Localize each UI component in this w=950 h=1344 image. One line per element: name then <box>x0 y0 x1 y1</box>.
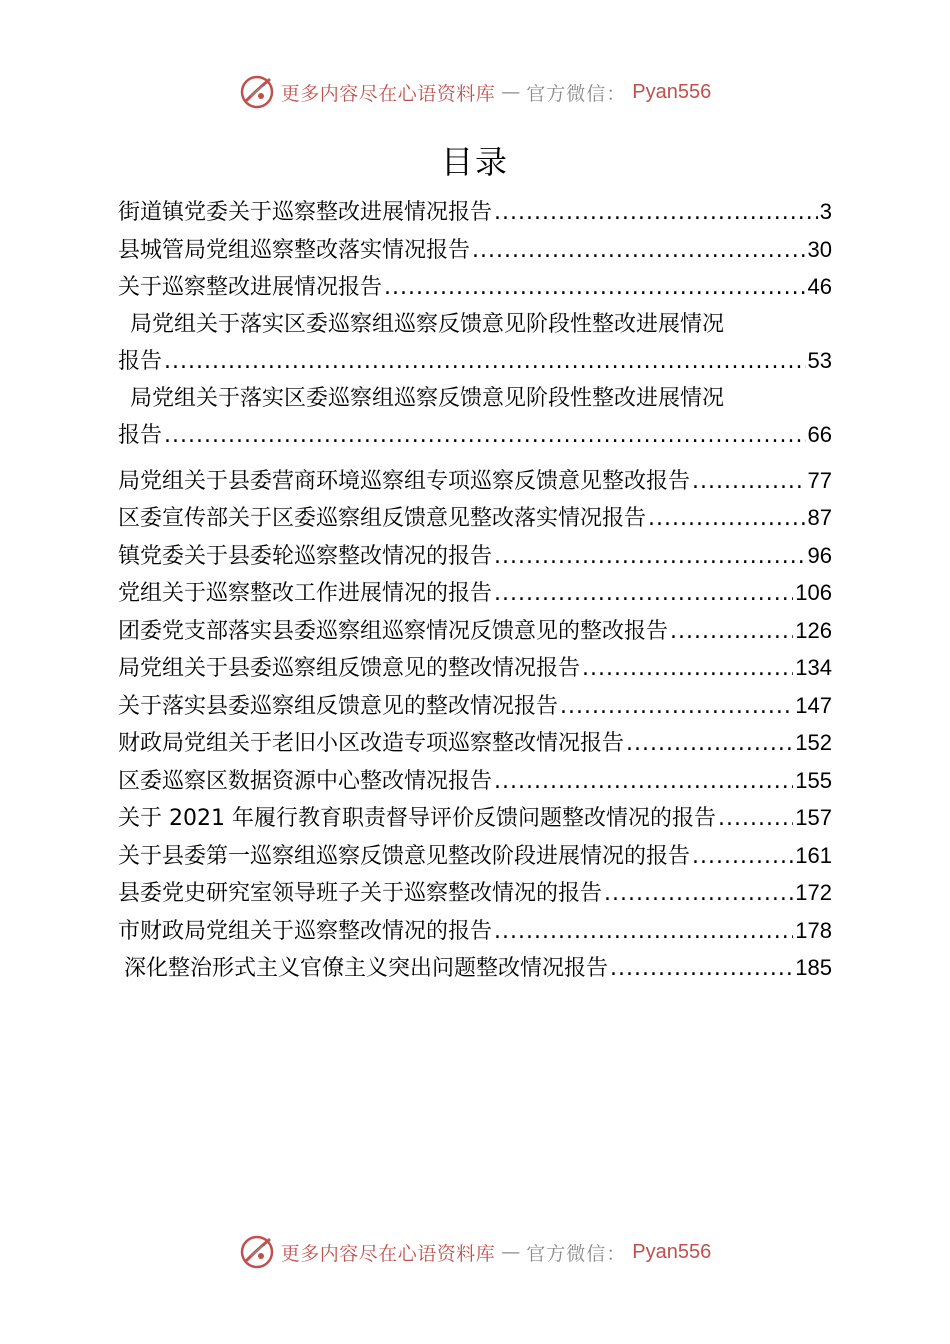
toc-entry[interactable] <box>118 950 832 988</box>
wechat-label: 官方微信： <box>526 82 627 105</box>
toc-page-number: 30 <box>807 236 832 262</box>
banner-separator: — <box>501 81 521 103</box>
toc-entry-title: 区委巡察区数据资源中心整改情况报告 <box>118 768 493 794</box>
toc-dot-leader <box>718 801 793 838</box>
toc-page-number: 53 <box>807 348 832 373</box>
toc-entry-title: 深化整治形式主义官僚主义突出问题整改情况报告 <box>124 956 609 981</box>
toc-entry-title: 区委宣传部关于区委巡察组反馈意见整改落实情况报告 <box>118 506 647 531</box>
toc-entry[interactable] <box>118 688 832 726</box>
toc-dot-leader <box>560 689 793 726</box>
toc-page-number: 77 <box>807 467 832 493</box>
toc-entry[interactable] <box>118 725 832 763</box>
toc-dot-leader <box>610 951 793 988</box>
toc-dot-leader <box>472 233 806 270</box>
toc-entry[interactable] <box>118 800 832 838</box>
toc-dot-leader <box>494 539 806 576</box>
toc-page-number: 157 <box>795 805 832 830</box>
wechat-id: Pyan556 <box>632 1240 712 1263</box>
toc-page-number: 178 <box>795 917 832 943</box>
page-title: 目录 <box>440 143 509 181</box>
toc-dot-leader <box>626 726 793 763</box>
toc-entry[interactable] <box>118 307 832 381</box>
toc-dot-leader <box>494 576 793 613</box>
toc-page-number: 155 <box>795 767 832 793</box>
wechat-label: 官方微信： <box>526 1242 627 1265</box>
brand-name: 更多内容尽在心语资料库 <box>280 1242 496 1265</box>
brand-logo-icon <box>239 74 275 110</box>
toc-entry-title: 关于落实县委巡察组反馈意见的整改情况报告 <box>118 693 559 719</box>
toc-entry[interactable] <box>118 613 832 651</box>
header-banner <box>0 70 950 114</box>
toc-entry[interactable] <box>118 875 832 913</box>
toc-page-number: 46 <box>807 274 832 299</box>
toc-dot-leader <box>494 195 818 232</box>
brand-name: 更多内容尽在心语资料库 <box>280 82 496 105</box>
toc-entry[interactable] <box>118 194 832 232</box>
toc-entry-title: 关于 2021 年履行教育职责督导评价反馈问题整改情况的报告 <box>118 806 716 831</box>
toc-dot-leader <box>692 464 806 501</box>
toc-entry[interactable] <box>118 913 832 951</box>
toc-entry-title: 党组关于巡察整改工作进展情况的报告 <box>118 581 493 606</box>
toc-dot-leader <box>164 344 806 381</box>
toc-page-number: 161 <box>795 842 832 868</box>
toc-entry[interactable] <box>118 463 832 501</box>
footer-banner <box>0 1230 950 1274</box>
toc-entry-title: 财政局党组关于老旧小区改造专项巡察整改情况报告 <box>118 731 625 756</box>
wechat-id: Pyan556 <box>632 80 712 103</box>
banner-separator: — <box>501 1241 521 1263</box>
toc-page-number: 126 <box>795 617 832 643</box>
toc-page-number: 152 <box>795 730 832 755</box>
toc-page-number: 87 <box>807 505 832 530</box>
toc-dot-leader <box>164 418 806 455</box>
toc-entry-title: 关于巡察整改进展情况报告 <box>118 275 383 300</box>
toc-entry-title: 报告 <box>118 423 163 448</box>
toc-page-number: 66 <box>807 422 832 447</box>
toc-dot-leader <box>670 614 793 651</box>
toc-entry[interactable] <box>118 838 832 876</box>
toc-entry[interactable] <box>118 575 832 613</box>
toc-dot-leader <box>494 914 793 951</box>
toc-entry[interactable] <box>118 232 832 270</box>
toc-dot-leader <box>494 764 793 801</box>
toc-entry-title-line1: 局党组关于落实区委巡察组巡察反馈意见阶段性整改进展情况 <box>130 311 725 337</box>
toc-dot-leader <box>604 876 793 913</box>
toc-entry-title: 团委党支部落实县委巡察组巡察情况反馈意见的整改报告 <box>118 618 669 644</box>
toc-entry[interactable] <box>118 500 832 538</box>
toc-page-number: 106 <box>795 580 832 605</box>
toc-page-number: 185 <box>795 955 832 980</box>
toc-entry-title: 局党组关于县委巡察组反馈意见的整改情况报告 <box>118 656 581 681</box>
toc-page-number: 3 <box>819 199 832 224</box>
toc-dot-leader <box>648 501 806 538</box>
toc-entry[interactable] <box>118 538 832 576</box>
toc-page-number: 134 <box>795 655 832 680</box>
toc-page-number: 172 <box>795 880 832 905</box>
brand-logo-icon <box>239 1234 275 1270</box>
toc-entry-title-line1: 局党组关于落实区委巡察组巡察反馈意见阶段性整改进展情况 <box>130 385 725 411</box>
toc-entry-title: 县城管局党组巡察整改落实情况报告 <box>118 237 471 263</box>
toc-dot-leader <box>384 270 806 307</box>
toc-entry-title: 局党组关于县委营商环境巡察组专项巡察反馈意见整改报告 <box>118 468 691 494</box>
toc-dot-leader <box>582 651 793 688</box>
toc-entry-title: 关于县委第一巡察组巡察反馈意见整改阶段进展情况的报告 <box>118 843 691 869</box>
table-of-contents <box>118 194 832 988</box>
toc-entry[interactable] <box>118 381 832 455</box>
toc-entry-title: 街道镇党委关于巡察整改进展情况报告 <box>118 200 493 225</box>
toc-entry-title: 报告 <box>118 349 163 374</box>
toc-page-number: 147 <box>795 692 832 718</box>
toc-entry[interactable] <box>118 269 832 307</box>
toc-entry-title: 镇党委关于县委轮巡察整改情况的报告 <box>118 543 493 569</box>
toc-entry[interactable] <box>118 650 832 688</box>
toc-page-number: 96 <box>807 542 832 568</box>
toc-entry-title: 市财政局党组关于巡察整改情况的报告 <box>118 918 493 944</box>
toc-entry-title: 县委党史研究室领导班子关于巡察整改情况的报告 <box>118 881 603 906</box>
toc-entry[interactable] <box>118 763 832 801</box>
toc-dot-leader <box>692 839 793 876</box>
